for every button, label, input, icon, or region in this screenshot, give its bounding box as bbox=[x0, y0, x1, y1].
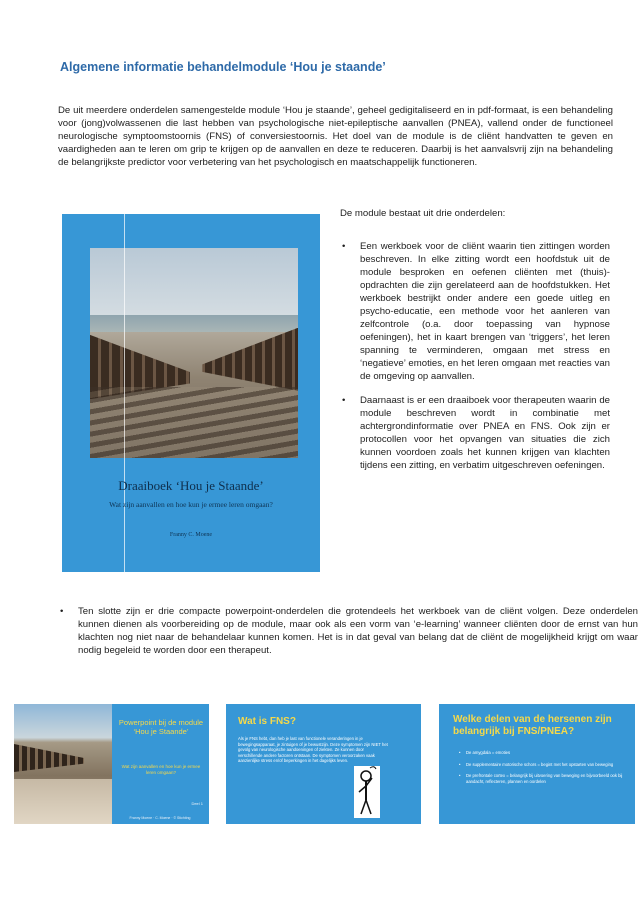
bullet-icon: • bbox=[342, 241, 346, 252]
thinking-figure-icon bbox=[346, 762, 386, 820]
list-item bbox=[340, 240, 610, 383]
module-parts-list bbox=[340, 240, 610, 472]
cover-title: Draaiboek ‘Hou je Staande’ bbox=[118, 478, 264, 493]
slide-thumbnail-intro bbox=[14, 704, 209, 824]
cover-subtitle: Wat zijn aanvallen en hoe kun je ermee leren omgaan? bbox=[109, 500, 273, 509]
slide-subtitle: Wat zijn aanvallen en hoe kun je ermee leren omgaan? bbox=[121, 764, 201, 775]
pier-photo bbox=[90, 248, 298, 458]
slide-part-label: Deel 1 bbox=[191, 801, 203, 806]
pier-photo bbox=[14, 704, 112, 824]
bullet-text-werkboek: Een werkboek voor de cliënt waarin tien zittingen worden beschreven. In elke zitting wordt een hoofdstuk uit de module besproken en oefenen cliënten met (thuis)-opdrachten die zijn gerelateerd aan de hoofdstukken. Het werkboek bestrijkt onder andere een goede uitleg en psycho-educatie, een methode voor het aanleren van zelfcontrole (o.a. door toepassing van hypnose oefeningen), het in kaart brengen van ‘triggers’, het leren spanning te verminderen, omgaan met stress en ‘negatieve’ emoties, en het leren omgaan met reacties van de omgeving op aanvallen. bbox=[360, 241, 610, 382]
list-item: • De prefrontale cortex = belangrijk bij uitvoering van beweging en bijvoorbeeld ook bij aandacht, reflecteren, plannen en oordelen bbox=[459, 773, 624, 784]
draaiboek-cover-image bbox=[62, 214, 320, 572]
cover-fold-line bbox=[124, 214, 125, 572]
list-item: • De amygdala = emoties bbox=[459, 750, 624, 756]
list-item-powerpoint bbox=[58, 605, 638, 657]
slide-thumbnail-fns bbox=[226, 704, 421, 824]
slide-list bbox=[459, 750, 624, 790]
page-title: Algemene informatie behandelmodule ‘Hou je staande’ bbox=[60, 60, 386, 74]
cover-author: Franny C. Moene bbox=[169, 532, 213, 538]
slide-thumbnail-brain bbox=[439, 704, 635, 824]
slide-title: Wat is FNS? bbox=[238, 716, 296, 727]
list-item bbox=[340, 394, 610, 472]
slide-title: Powerpoint bij de module ‘Hou je Staande’ bbox=[118, 718, 204, 736]
slide-title: Welke delen van de hersenen zijn belangrijk bij FNS/PNEA? bbox=[453, 714, 612, 737]
intro-paragraph: De uit meerdere onderdelen samengestelde module ‘Hou je staande’, geheel gedigitaliseerd en in pdf-formaat, is een behandeling voor (jong)volwassenen die last hebben van psychologische niet-epileptische aanvallen (PNEA), vallend onder de functioneel neurologische symptoomstoornis (FNS) of conversiestoornis. Het doel van de module is de cliënt handvatten te geven en vaardigheden aan te leren om grip te krijgen op de aanvallen en deze te reduceren. Daarbij is het aanvalsvrij zijn na behandeling de belangrijkste predictor voor verbetering van het psychologisch en maatschappelijk functioneren. bbox=[58, 105, 613, 168]
powerpoint-thumbnails bbox=[14, 704, 639, 824]
list-item: • De supplementaire motorische schors = begint met het opstarten van beweging bbox=[459, 762, 624, 768]
slide-footer: Franny Moene · C. Moene · © Stichting bbox=[129, 816, 191, 820]
bullet-text-powerpoint: Ten slotte zijn er drie compacte powerpoint-onderdelen die grotendeels het werkboek van de cliënt volgen. Deze onderdelen kunnen dienen als voorbereiding op de module, maar ook als een vorm van ‘e-learning’ wanneer cliënten door de ernst van hun klachten nog niet naar de behandelaar kunnen komen. Het is in dat geval van belang dat de cliënt de mogelijkheid krijgt om waar nodig begeleid te worden door een therapeut. bbox=[78, 606, 638, 656]
module-parts-lead: De module bestaat uit drie onderdelen: bbox=[340, 208, 506, 219]
bullet-icon: • bbox=[60, 606, 64, 617]
bullet-text-draaiboek: Daarnaast is er een draaiboek voor therapeuten waarin de module beschreven wordt in combinatie met achtergrondinformatie over PNEA en FNS. Ook zijn er protocollen voor het opvangen van situaties die zich kunnen voordoen zoals het kunnen krijgen van klachten tijdens een zitting, en verbatim uitgeschreven oefeningen. bbox=[360, 395, 610, 471]
bullet-icon: • bbox=[342, 395, 346, 406]
slide-body: Als je FNS hebt, dan heb je last van functionele veranderingen in je bewegingsapparaat, je zintuigen of je bewustzijn. Deze symptomen zijn NIET het gevolg van neurologische aandoeningen of ziekten. Ze kunnen door verschillende andere factoren ontstaan. De symptomen veroorzaken vaak aanzienlijke stress en/of beperkingen in het dagelijks leven. bbox=[238, 736, 388, 764]
